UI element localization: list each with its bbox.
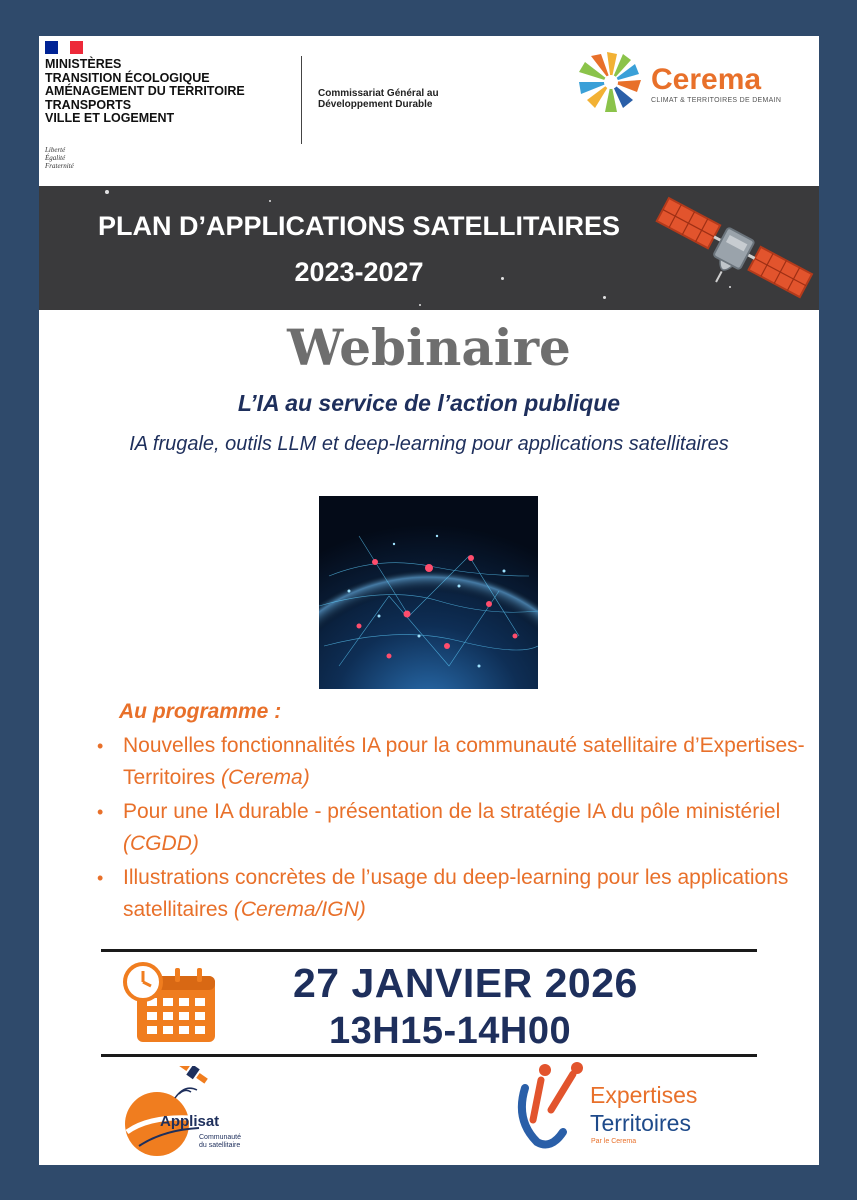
french-flag-logo xyxy=(45,41,83,54)
motto-line: Fraternité xyxy=(45,162,74,170)
divider xyxy=(101,949,757,952)
item-text: Nouvelles fonctionnalités IA pour la communauté satellitaire d’Expertises-Territoires xyxy=(123,734,805,789)
webinar-subtitle: IA frugale, outils LLM et deep-learning pour applications satellitaires xyxy=(129,433,729,455)
event-date: 27 JANVIER 2026 xyxy=(293,960,638,1006)
calendar-clock-icon xyxy=(123,962,219,1046)
banner-years: 2023-2027 xyxy=(294,257,424,287)
motto-line: Liberté xyxy=(45,146,66,154)
applisat-sub-line: Communauté xyxy=(199,1134,242,1141)
republic-motto xyxy=(45,146,74,170)
event-time: 13H15-14H00 xyxy=(329,1010,572,1052)
ministry-line: VILLE ET LOGEMENT xyxy=(45,111,175,125)
territoires-text: Territoires xyxy=(590,1110,691,1136)
et-byline: Par le Cerema xyxy=(591,1138,637,1145)
applisat-name: Applisat xyxy=(160,1113,220,1130)
programme-heading: Au programme : xyxy=(119,700,282,723)
programme-list xyxy=(95,730,815,928)
ministry-line: TRANSPORTS xyxy=(45,97,132,112)
item-source: (Cerema/IGN) xyxy=(233,898,366,921)
item-text: Pour une IA durable - présentation de la stratégie IA du pôle ministériel xyxy=(123,800,781,823)
ministry-line: AMÉNAGEMENT DU TERRITOIRE xyxy=(45,84,245,98)
header-divider xyxy=(301,56,302,144)
expertises-territoires-logo xyxy=(511,1060,587,1150)
banner-title: PLAN D’APPLICATIONS SATELLITAIRES xyxy=(97,211,620,241)
flyer xyxy=(39,36,819,1165)
list-item xyxy=(95,730,815,794)
cgdd-line: Commissariat Général au xyxy=(318,88,439,99)
list-item xyxy=(95,796,815,860)
expertises-text: Expertises xyxy=(590,1082,698,1108)
plan-banner xyxy=(39,186,819,310)
ministry-name xyxy=(45,58,245,126)
motto-line: Égalité xyxy=(45,154,66,162)
cgdd-name xyxy=(318,88,439,110)
ministry-line: MINISTÈRES xyxy=(45,57,122,71)
ministry-line: TRANSITION ÉCOLOGIQUE xyxy=(45,70,210,85)
item-source: (Cerema) xyxy=(221,766,310,789)
cerema-logo xyxy=(577,50,647,114)
webinar-label: Webinaire xyxy=(287,318,571,377)
satellite-icon xyxy=(645,194,819,310)
list-item xyxy=(95,862,815,926)
cgdd-line: Développement Durable xyxy=(318,99,433,110)
applisat-sub-line: du satellitaire xyxy=(199,1142,241,1149)
divider xyxy=(101,1054,757,1057)
item-text: Illustrations concrètes de l’usage du deep-learning pour les applications satellitaires xyxy=(123,866,789,921)
item-source: (CGDD) xyxy=(123,832,199,855)
cerema-name: Cerema xyxy=(651,63,762,96)
cerema-tagline: CLIMAT & TERRITOIRES DE DEMAIN xyxy=(651,97,782,104)
earth-network-image xyxy=(319,496,538,689)
applisat-subtitle xyxy=(199,1134,241,1150)
webinar-title: L’IA au service de l’action publique xyxy=(237,390,621,416)
